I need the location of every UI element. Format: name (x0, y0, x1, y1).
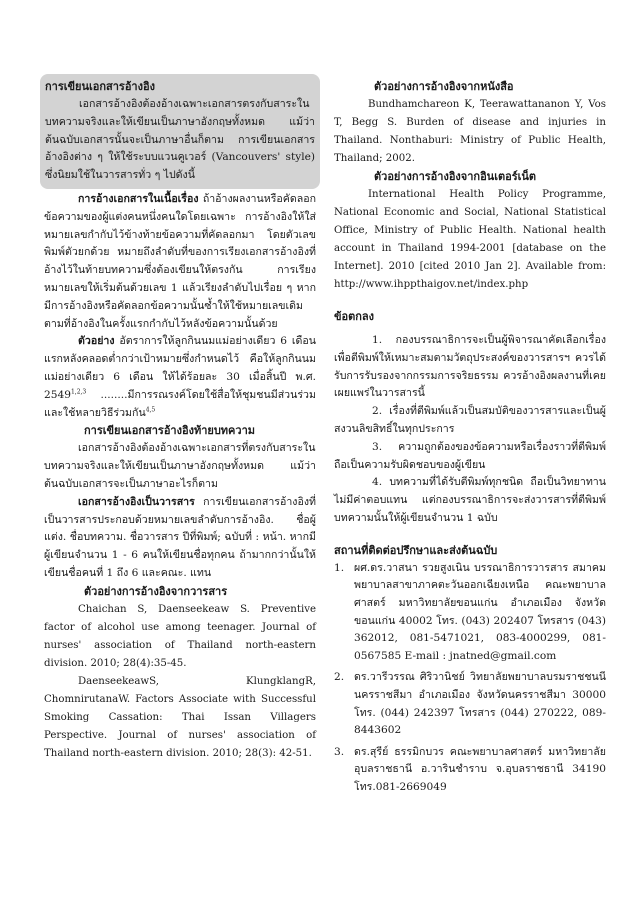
journal-reference-2: DaenseekeawS, KlungklangR, ChomnirutanaW. Factors Associate with Successful Smoking Cassation: Thai Issan Villagers Perspective. Journal of nurses' association of Thailand north-eastern division. 2010; 28(3): 42-51. (44, 675, 316, 759)
term-item-2: 2. เรื่องที่ตีพิมพ์แล้วเป็นสมบัติของวารสารและเป็นผู้สงวนลิขสิทธิ์ในทุกประการ (334, 405, 606, 435)
terms-heading: ข้อตกลง (334, 310, 375, 323)
journal-reference-lead: เอกสารอ้างอิงเป็นวารสาร (78, 495, 195, 508)
citation-example-lead: ตัวอย่าง (78, 335, 115, 348)
citation-example-text-2: ........มีการรณรงค์โดยใช้สื่อให้ชุมชนมีส่วนร่วมและใช้หลายวิธีร่วมกัน (44, 388, 316, 419)
citation-example-paragraph (44, 333, 316, 422)
contact-number: 3. (334, 745, 345, 758)
term-item-1: 1. กองบรรณาธิการจะเป็นผู้พิจารณาคัดเลือกเรื่องเพื่อตีพิมพ์ให้เหมาะสมตามวัตถุประสงค์ของวารสารฯ ควรได้รับการรับรองจากกรรมการจริยธรรม ควรอ้างอิงผลงานที่เคยเผยแพร่ในวารสารนี้ (334, 334, 606, 400)
contact-list (334, 560, 606, 797)
term-item-3: 3. ความถูกต้องของข้อความหรือเรื่องราวที่ตีพิมพ์ถือเป็นความรับผิดชอบของผู้เขียน (334, 440, 606, 471)
left-column (44, 74, 316, 763)
internet-reference: International Health Policy Programme, National Economic and Social, National Statistical Office, Ministry of Public Health. National health account in Thailand 1994-2001 [database on the Internet]. 2010 [cited 2010 Jan 2]. Available from: http://www.ihppthaigov.net/index.php (334, 189, 606, 290)
contact-item-1 (334, 560, 606, 666)
book-reference: Bundhamchareon K, Teerawattananon Y, Vos T, Begg S. Burden of disease and injuries in Thailand. Nonthaburi: Ministry of Public Health, Thailand; 2002. (334, 99, 606, 164)
contact-number: 2. (334, 671, 345, 684)
journal-reference-1: Chaichan S, Daenseekeaw S. Preventive factor of alcohol use among teenager. Journal of nurses' association of Thailand north-eastern division. 2010; 28(4):35-45. (44, 603, 316, 669)
end-references-heading: การเขียนเอกสารอ้างอิงท้ายบทความ (84, 424, 256, 438)
right-column (334, 78, 606, 800)
citation-superscript-1: 1,2,3 (70, 388, 87, 396)
citation-example-text: อัตราการให้ลูกกินนมแม่อย่างเดียว 6 เดือนแรกหลังคลอดต่ำกว่าเป้าหมายซึ่งกำหนดไว้ คือให้ลูกกินนมแม่อย่างเดียว 6 เดือน ให้ได้ร้อยละ 30 เมื่อสิ้นปี พ.ศ. 2549 (44, 335, 316, 401)
reference-writing-box (40, 74, 320, 189)
in-text-citation-paragraph (44, 191, 316, 333)
term-item-4: 4. บทความที่ได้รับตีพิมพ์ทุกชนิด ถือเป็นวิทยาทาน ไม่มีค่าตอบแทน แต่กองบรรณาธิการจะส่งวารสารที่ตีพิมพ์บทความนั้นให้ผู้เขียนจำนวน 1 ฉบับ (334, 476, 606, 524)
end-references-text: เอกสารอ้างอิงต้องอ้างเฉพาะเอกสารที่ตรงกับสาระในบทความจริงและให้เขียนเป็นภาษาอังกฤษทั้งหมด แม้ว่าต้นฉบับเอกสารจะเป็นภาษาอะไรก็ตาม (44, 442, 316, 490)
book-example-heading: ตัวอย่างการอ้างอิงจากหนังสือ (374, 80, 514, 93)
reference-writing-text: เอกสารอ้างอิงต้องอ้างเฉพาะเอกสารตรงกับสาระในบทความจริงและให้เขียนเป็นภาษาอังกฤษทั้งหมด แม้ว่าต้นฉบับเอกสารนั้นจะเป็นภาษาอื่นก็ตาม การเขียนเอกสารอ้างอิงต่าง ๆ ให้ใช้ระบบแวนคูเวอร์ (Vancouvers' style) ซึ่งนิยมใช้ในวารสารทั่ว ๆ ไปดังนี้ (45, 98, 315, 182)
contact-text: ดร.วารีวรรณ ศิริวานิชย์ วิทยาลัยพยาบาลบรมราชชนนี นครราชสีมา อำเภอเมือง จังหวัดนครราชสีมา 30000 โทร. (044) 242397 โทรสาร (044) 270222, 089-8443602 (354, 671, 606, 737)
contact-number: 1. (334, 561, 345, 574)
in-text-citation-lead: การอ้างเอกสารในเนื้อเรื่อง (78, 192, 199, 205)
contact-text: ดร.สุรีย์ ธรรมิกบวร คณะพยาบาลศาสตร์ มหาวิทยาลัยอุบลราชธานี อ.วารินชำราบ จ.อุบลราชธานี 34190 โทร.081-2669049 (354, 745, 606, 793)
journal-reference-text: การเขียนเอกสารอ้างอิงที่เป็นวารสารประกอบด้วยหมายเลขลำดับการอ้างอิง. ชื่อผู้แต่ง. ชื่อบทความ. ชื่อวารสาร ปีที่พิมพ์; ฉบับที่ : หน้า. หากมีผู้เขียนจำนวน 1 - 6 คนให้เขียนชื่อทุกคน ถ้ามากกว่านั้นให้เขียนชื่อคนที่ 1 ถึง 6 และคณะ. แทน (44, 495, 316, 579)
contact-item-2 (334, 669, 606, 739)
in-text-citation-text: ถ้าอ้างผลงานหรือคัดลอกข้อความของผู้แต่งคนหนึ่งคนใดโดยเฉพาะ การอ้างอิงให้ใส่หมายเลขกำกับไว้ข้างท้ายข้อความที่คัดลอกมา โดยตัวเลขพิมพ์ตัวยกด้วย หมายถึงลำดับที่ของการเรียงเอกสารอ้างอิงที่อ้างไว้ในท้ายบทความซึ่งต้องเขียนให้ตรงกัน การเรียงหมายเลขให้เริ่มต้นด้วยเลข 1 แล้วเรียงลำดับไปเรื่อย ๆ หากมีการอ้างอิงหรือคัดลอกข้อความนั้นซ้ำให้ใช้หมายเลขเดิมตามที่อ้างอิงในครั้งแรกกำกับไว้หลังข้อความนั้นด้วย (44, 192, 316, 330)
contact-text: ผศ.ดร.วาสนา รวยสูงเนิน บรรณาธิการวารสาร สมาคมพยาบาลสาขาภาคตะวันออกเฉียงเหนือ คณะพยาบาลศาสตร์ มหาวิทยาลัยขอนแก่น อำเภอเมือง จังหวัดขอนแก่น 40002 โทร. (043) 202407 โทรสาร (043) 362012, 081-5471021, 083-4000299, 081-0567585 E-mail : jnatned@gmail.com (354, 561, 606, 662)
journal-reference-paragraph (44, 494, 316, 583)
contact-item-3 (334, 744, 606, 797)
journal-example-heading: ตัวอย่างการอ้างอิงจากวารสาร (84, 584, 228, 598)
citation-superscript-2: 4,5 (145, 406, 156, 414)
internet-example-heading: ตัวอย่างการอ้างอิงจากอินเตอร์เน็ต (374, 170, 537, 183)
reference-writing-heading: การเขียนเอกสารอ้างอิง (45, 80, 155, 93)
contact-heading: สถานที่ติดต่อปรึกษาและส่งต้นฉบับ (334, 543, 498, 557)
